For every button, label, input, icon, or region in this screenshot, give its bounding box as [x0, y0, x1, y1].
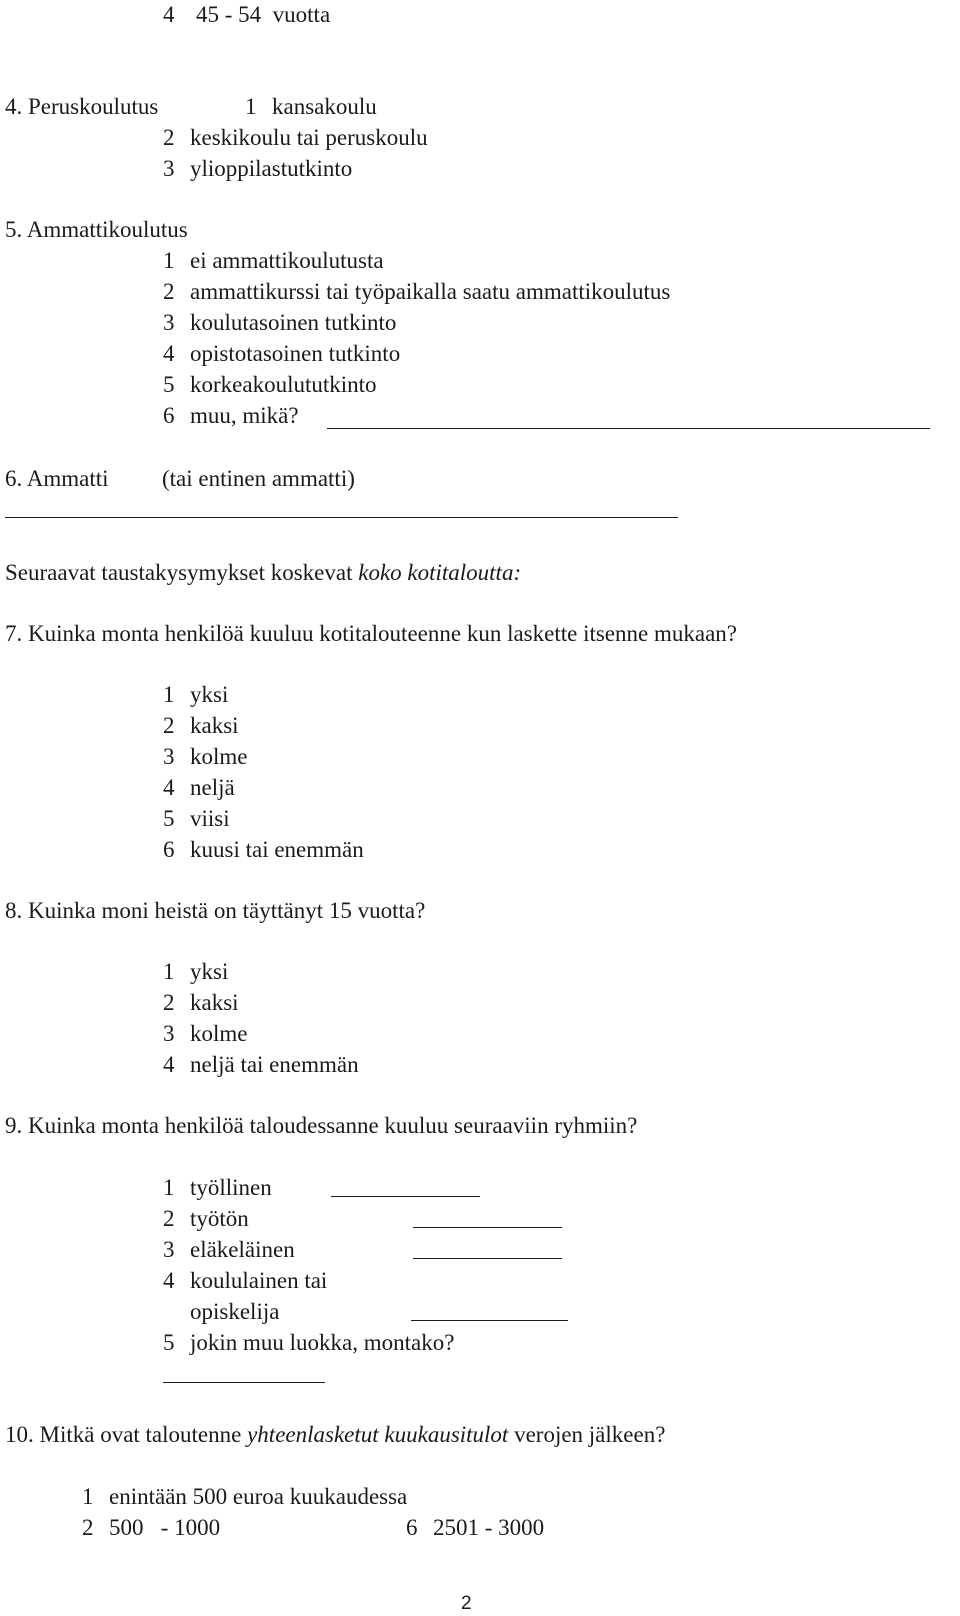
question-8-title: 8. Kuinka moni heistä on täyttänyt 15 vuotta? — [5, 898, 426, 923]
option-number: 3 — [163, 156, 175, 181]
option-label: 2501 - 3000 — [433, 1515, 545, 1540]
option-label: yksi — [190, 682, 229, 707]
option-number: 5 — [163, 806, 175, 831]
question-4-title: 4. Peruskoulutus — [5, 94, 159, 119]
option-label: 45 - 54 vuotta — [196, 2, 331, 27]
option-label: keskikoulu tai peruskoulu — [190, 125, 428, 150]
question-10-title: 10. Mitkä ovat taloutenne yhteenlasketut kuukausitulot verojen jälkeen? — [5, 1422, 666, 1447]
option-number: 2 — [163, 990, 175, 1015]
answer-line-occupation[interactable] — [5, 517, 678, 518]
option-number: 6 — [163, 837, 175, 862]
option-number: 3 — [163, 1237, 175, 1262]
option-label: koulutasoinen tutkinto — [190, 310, 397, 335]
option-number: 3 — [163, 1021, 175, 1046]
answer-line-student[interactable] — [411, 1320, 568, 1321]
option-label: 500 - 1000 — [109, 1515, 221, 1540]
option-number: 2 — [163, 125, 175, 150]
option-label: opistotasoinen tutkinto — [190, 341, 401, 366]
option-number: 1 — [82, 1484, 94, 1509]
option-label: koululainen tai — [190, 1268, 328, 1293]
question-7-title: 7. Kuinka monta henkilöä kuuluu kotitalouteenne kun laskette itsenne mukaan? — [5, 621, 737, 646]
option-number: 6 — [406, 1515, 418, 1540]
option-label: enintään 500 euroa kuukaudessa — [109, 1484, 408, 1509]
option-number: 1 — [245, 94, 257, 119]
option-number: 2 — [163, 713, 175, 738]
option-number: 5 — [163, 372, 175, 397]
question-6-hint: (tai entinen ammatti) — [162, 466, 355, 491]
option-number: 6 — [163, 403, 175, 428]
option-label: neljä tai enemmän — [190, 1052, 359, 1077]
option-label: työtön — [190, 1206, 249, 1231]
option-label: jokin muu luokka, montako? — [190, 1330, 455, 1355]
option-label: yksi — [190, 959, 229, 984]
option-number: 5 — [163, 1330, 175, 1355]
option-label: kuusi tai enemmän — [190, 837, 364, 862]
option-label: kolme — [190, 1021, 248, 1046]
question-6-title: 6. Ammatti — [5, 466, 109, 491]
option-label: korkeakoulututkinto — [190, 372, 377, 397]
option-label: viisi — [190, 806, 230, 831]
option-number: 4 — [163, 775, 175, 800]
option-number: 3 — [163, 310, 175, 335]
answer-line-other-class[interactable] — [163, 1382, 325, 1383]
option-number: 1 — [163, 248, 175, 273]
option-label-continued: opiskelija — [190, 1299, 280, 1324]
option-number: 4 — [163, 1052, 175, 1077]
answer-line-unemployed[interactable] — [413, 1227, 562, 1228]
option-number: 4 — [163, 2, 175, 27]
option-label: kansakoulu — [272, 94, 377, 119]
option-number: 2 — [82, 1515, 94, 1540]
option-number: 4 — [163, 341, 175, 366]
answer-line-employed[interactable] — [331, 1196, 480, 1197]
option-label: työllinen — [190, 1175, 272, 1200]
option-label: kaksi — [190, 990, 239, 1015]
option-label: ei ammattikoulutusta — [190, 248, 384, 273]
answer-line-other-education[interactable] — [327, 428, 930, 429]
option-label: kolme — [190, 744, 248, 769]
answer-line-retired[interactable] — [413, 1258, 562, 1259]
option-label: muu, mikä? — [190, 403, 299, 428]
option-number: 3 — [163, 744, 175, 769]
page-number: 2 — [461, 1593, 472, 1614]
option-number: 2 — [163, 279, 175, 304]
option-number: 1 — [163, 682, 175, 707]
option-label: ylioppilastutkinto — [190, 156, 353, 181]
option-number: 2 — [163, 1206, 175, 1231]
option-label: eläkeläinen — [190, 1237, 295, 1262]
section-intro: Seuraavat taustakysymykset koskevat koko kotitaloutta: — [5, 560, 522, 585]
option-number: 1 — [163, 959, 175, 984]
option-number: 4 — [163, 1268, 175, 1293]
question-5-title: 5. Ammattikoulutus — [5, 217, 188, 242]
option-label: kaksi — [190, 713, 239, 738]
question-9-title: 9. Kuinka monta henkilöä taloudessanne kuuluu seuraaviin ryhmiin? — [5, 1113, 638, 1138]
option-label: neljä — [190, 775, 235, 800]
option-label: ammattikurssi tai työpaikalla saatu ammattikoulutus — [190, 279, 671, 304]
option-number: 1 — [163, 1175, 175, 1200]
